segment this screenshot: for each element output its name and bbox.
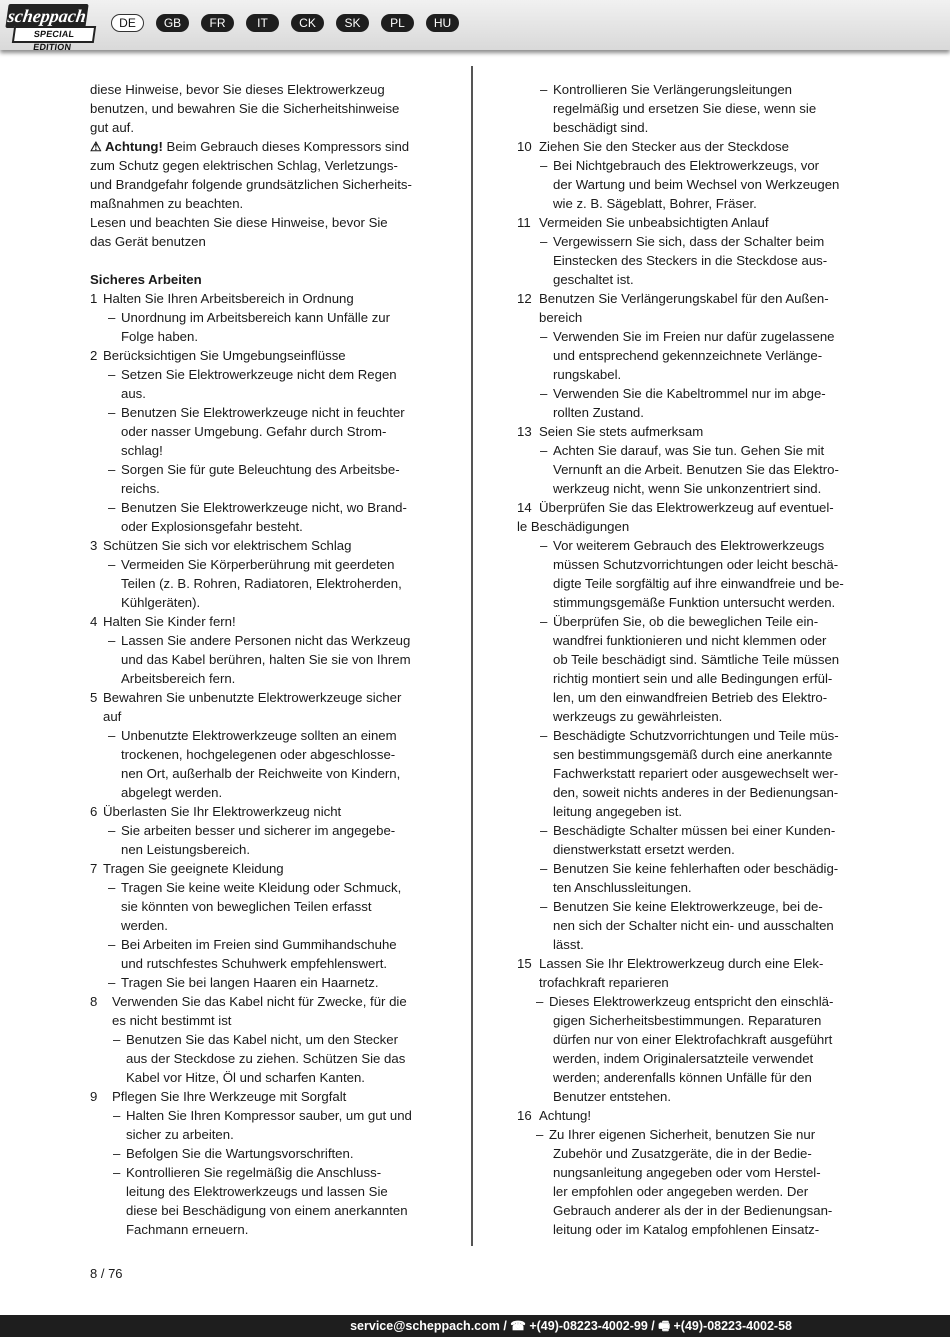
- dash-bullet-icon: –: [108, 462, 116, 477]
- list-item-continuation: trofachkraft reparieren: [539, 975, 669, 990]
- item-number: 16: [517, 1108, 532, 1123]
- list-item-number: 3 Schützen Sie sich vor elektrischem Schlag: [90, 538, 352, 553]
- language-tab-it[interactable]: IT: [246, 14, 279, 32]
- bullet-continuation: Einstecken des Steckers in die Steckdose aus-: [553, 253, 828, 268]
- list-item-continuation: auf: [103, 709, 122, 724]
- contact-info: service@scheppach.com / ☎ +(49)-08223-4002-99 / 🖷 +(49)-08223-4002-58: [350, 1319, 792, 1333]
- dash-bullet-icon: –: [540, 386, 548, 401]
- bullet-item: – Vermeiden Sie Körperberührung mit geerdeten: [108, 557, 395, 572]
- language-selector: [111, 14, 459, 32]
- bullet-item: – Vor weiterem Gebrauch des Elektrowerkzeugs: [540, 538, 825, 553]
- text-line: diese Hinweise, bevor Sie dieses Elektrowerkzeug: [90, 82, 385, 97]
- dash-bullet-icon: –: [540, 234, 548, 249]
- item-number: 3: [90, 538, 98, 553]
- dash-bullet-icon: –: [536, 1127, 544, 1142]
- bullet-item: – Zu Ihrer eigenen Sicherheit, benutzen Sie nur: [536, 1127, 816, 1142]
- item-number: 8: [90, 994, 98, 1009]
- list-item-number: 9 Pflegen Sie Ihre Werkzeuge mit Sorgfalt: [90, 1089, 347, 1104]
- bullet-continuation: Folge haben.: [121, 329, 198, 344]
- dash-bullet-icon: –: [540, 899, 548, 914]
- scheppach-logo: [3, 3, 93, 52]
- bullet-item: – Kontrollieren Sie Verlängerungsleitungen: [540, 82, 793, 97]
- bullet-continuation: Kabel vor Hitze, Öl und scharfen Kanten.: [126, 1070, 365, 1085]
- text-line: das Gerät benutzen: [90, 234, 206, 249]
- item-number: 9: [90, 1089, 98, 1104]
- bullet-continuation: sicher zu arbeiten.: [126, 1127, 234, 1142]
- bullet-item: – Vergewissern Sie sich, dass der Schalter beim: [540, 234, 825, 249]
- bullet-item: – Benutzen Sie keine Elektrowerkzeuge, bei de-: [540, 899, 823, 914]
- item-number: 11: [517, 215, 531, 230]
- bullet-item: – Sie arbeiten besser und sicherer im angegebe-: [108, 823, 396, 838]
- item-number: 2: [90, 348, 98, 363]
- bullet-continuation: digte Teile sorgfältig auf ihre einwandfreie und be-: [553, 576, 844, 591]
- list-item-number: 6 Überlasten Sie Ihr Elektrowerkzeug nicht: [90, 804, 342, 819]
- bullet-continuation: dürfen nur von einer Elektrofachkraft ausgeführt: [553, 1032, 833, 1047]
- bullet-item: – Benutzen Sie keine fehlerhaften oder beschädig-: [540, 861, 839, 876]
- bullet-continuation: nungsanleitung angegeben oder vom Herstel-: [553, 1165, 821, 1180]
- bullet-item: – Tragen Sie keine weite Kleidung oder Schmuck,: [108, 880, 402, 895]
- list-item-number: 12 Benutzen Sie Verlängerungskabel für den Außen-: [517, 291, 829, 306]
- bullet-continuation: ler empfohlen oder angegeben werden. Der: [553, 1184, 809, 1199]
- bullet-continuation: gigen Sicherheitsbestimmungen. Reparaturen: [553, 1013, 822, 1028]
- bullet-continuation: beschädigt sind.: [553, 120, 649, 135]
- list-item-number: 4 Halten Sie Kinder fern!: [90, 614, 236, 629]
- dash-bullet-icon: –: [113, 1032, 121, 1047]
- list-item-number: 7 Tragen Sie geeignete Kleidung: [90, 861, 284, 876]
- bullet-continuation: werkzeug nicht, wenn Sie unkonzentriert sind.: [553, 481, 822, 496]
- dash-bullet-icon: –: [536, 994, 544, 1009]
- bullet-continuation: und das Kabel berühren, halten Sie sie von Ihrem: [121, 652, 411, 667]
- language-tab-hu[interactable]: HU: [426, 14, 459, 32]
- bullet-continuation: ob Teile beschädigt sind. Sämtliche Teile müssen: [553, 652, 840, 667]
- bullet-continuation: reichs.: [121, 481, 160, 496]
- page-number: 8 / 76: [90, 1266, 123, 1281]
- bullet-item: – Bei Nichtgebrauch des Elektrowerkzeugs, vor: [540, 158, 820, 173]
- bullet-continuation: Fachwerkstatt repariert oder ausgewechselt wer-: [553, 766, 839, 781]
- bullet-item: – Achten Sie darauf, was Sie tun. Gehen Sie mit: [540, 443, 825, 458]
- dash-bullet-icon: –: [540, 158, 548, 173]
- list-item-number: 8 Verwenden Sie das Kabel nicht für Zwecke, für die: [90, 994, 407, 1009]
- bullet-continuation: ten Anschlussleitungen.: [553, 880, 692, 895]
- list-item-number: 11 Vermeiden Sie unbeabsichtigten Anlauf: [517, 215, 769, 230]
- bullet-continuation: wandfrei funktionieren und nicht klemmen oder: [553, 633, 827, 648]
- bullet-continuation: Benutzer entstehen.: [553, 1089, 672, 1104]
- dash-bullet-icon: –: [113, 1165, 121, 1180]
- bullet-continuation: sen bestimmungsgemäß durch eine anerkannte: [553, 747, 833, 762]
- bullet-continuation: werden, indem Originalersatzteile verwendet: [553, 1051, 814, 1066]
- dash-bullet-icon: –: [540, 443, 548, 458]
- bullet-continuation: schlag!: [121, 443, 163, 458]
- item-number: 14: [517, 500, 532, 515]
- text-line: maßnahmen zu beachten.: [90, 196, 244, 211]
- bullet-continuation: werden.: [121, 918, 168, 933]
- blank-line: [90, 251, 430, 270]
- item-number: 12: [517, 291, 532, 306]
- bullet-item: – Bei Arbeiten im Freien sind Gummihandschuhe: [108, 937, 397, 952]
- bullet-continuation: oder nasser Umgebung. Gefahr durch Strom-: [121, 424, 387, 439]
- bullet-continuation: Kühlgeräten).: [121, 595, 201, 610]
- dash-bullet-icon: –: [113, 1146, 121, 1161]
- list-item-number: 1 Halten Sie Ihren Arbeitsbereich in Ordnung: [90, 291, 354, 306]
- bullet-item: – Überprüfen Sie, ob die beweglichen Teile ein-: [540, 614, 819, 629]
- text-line: gut auf.: [90, 120, 134, 135]
- warning-label: ⚠ Achtung!: [90, 139, 163, 154]
- right-column: [517, 80, 862, 1239]
- item-number: 4: [90, 614, 98, 629]
- bullet-continuation: Vernunft an die Arbeit. Benutzen Sie das Elektro-: [553, 462, 839, 477]
- bullet-continuation: len, um den einwandfreien Betrieb des Elektro-: [553, 690, 828, 705]
- list-item-number: 5 Bewahren Sie unbenutzte Elektrowerkzeuge sicher: [90, 690, 402, 705]
- text-line: Lesen und beachten Sie diese Hinweise, bevor Sie: [90, 215, 388, 230]
- list-item-continuation: bereich: [539, 310, 583, 325]
- list-item-number: 2 Berücksichtigen Sie Umgebungseinflüsse: [90, 348, 346, 363]
- bullet-continuation: Fachmann erneuern.: [126, 1222, 249, 1237]
- bullet-continuation: Gebrauch anderer als der in der Bedienungsan-: [553, 1203, 833, 1218]
- list-item-number: 13 Seien Sie stets aufmerksam: [517, 424, 704, 439]
- dash-bullet-icon: –: [540, 538, 548, 553]
- dash-bullet-icon: –: [108, 367, 116, 382]
- dash-bullet-icon: –: [108, 405, 116, 420]
- bullet-continuation: aus der Steckdose zu ziehen. Schützen Sie das: [126, 1051, 406, 1066]
- list-item-number: 15 Lassen Sie Ihr Elektrowerkzeug durch eine Elek-: [517, 956, 824, 971]
- logo-edition: SPECIAL EDITION: [12, 26, 96, 43]
- dash-bullet-icon: –: [108, 633, 116, 648]
- bullet-continuation: und entsprechend gekennzeichnete Verlänge-: [553, 348, 823, 363]
- bullet-continuation: Teilen (z. B. Rohren, Radiatoren, Elektroherden,: [121, 576, 402, 591]
- bullet-item: – Befolgen Sie die Wartungsvorschriften.: [113, 1146, 354, 1161]
- bullet-item: – Sorgen Sie für gute Beleuchtung des Arbeitsbe-: [108, 462, 400, 477]
- logo-brand: scheppach: [6, 6, 88, 26]
- dash-bullet-icon: –: [540, 82, 548, 97]
- language-tab-gb[interactable]: GB: [156, 14, 189, 32]
- bullet-item: – Setzen Sie Elektrowerkzeuge nicht dem Regen: [108, 367, 397, 382]
- bullet-continuation: müssen Schutzvorrichtungen oder leicht beschä-: [553, 557, 839, 572]
- bullet-item: – Benutzen Sie Elektrowerkzeuge nicht in feuchter: [108, 405, 405, 420]
- bullet-item: – Lassen Sie andere Personen nicht das Werkzeug: [108, 633, 411, 648]
- bullet-continuation: wie z. B. Sägeblatt, Bohrer, Fräser.: [553, 196, 757, 211]
- bullet-continuation: der Wartung und beim Wechsel von Werkzeugen: [553, 177, 840, 192]
- bullet-continuation: sie könnten von beweglichen Teilen erfasst: [121, 899, 372, 914]
- dash-bullet-icon: –: [540, 823, 548, 838]
- bullet-item: – Dieses Elektrowerkzeug entspricht den einschlä-: [536, 994, 834, 1009]
- bullet-continuation: dienstwerkstatt ersetzt werden.: [553, 842, 735, 857]
- dash-bullet-icon: –: [108, 310, 116, 325]
- bullet-continuation: oder Explosionsgefahr besteht.: [121, 519, 303, 534]
- dash-bullet-icon: –: [108, 557, 116, 572]
- bullet-item: – Beschädigte Schutzvorrichtungen und Teile müs-: [540, 728, 839, 743]
- bullet-continuation: leitung angegeben ist.: [553, 804, 683, 819]
- item-number: 7: [90, 861, 98, 876]
- bullet-continuation: den, soweit nichts anderes in der Bedienungsan-: [553, 785, 839, 800]
- dash-bullet-icon: –: [108, 880, 116, 895]
- text-line: benutzen, und bewahren Sie die Sicherheitshinweise: [90, 101, 400, 116]
- item-number: 5: [90, 690, 98, 705]
- bullet-continuation: leitung oder im Katalog empfohlenen Einsatz-: [553, 1222, 820, 1237]
- dash-bullet-icon: –: [540, 329, 548, 344]
- bullet-continuation: diese bei Beschädigung von einem anerkannten: [126, 1203, 408, 1218]
- bullet-continuation: nen sich der Schalter nicht ein- und ausschalten: [553, 918, 834, 933]
- bullet-item: – Tragen Sie bei langen Haaren ein Haarnetz.: [108, 975, 379, 990]
- page-footer: [0, 1315, 950, 1337]
- bullet-continuation: richtig montiert sein und alle Bedingungen erfül-: [553, 671, 833, 686]
- bullet-continuation: trockenen, hochgelegenen oder abgeschlosse-: [121, 747, 396, 762]
- bullet-continuation: Zubehör und Zusatzgeräte, die in der Bedie-: [553, 1146, 812, 1161]
- bullet-continuation: werkzeugs zu gewährleisten.: [553, 709, 723, 724]
- bullet-continuation: rungskabel.: [553, 367, 622, 382]
- bullet-item: – Benutzen Sie Elektrowerkzeuge nicht, wo Brand-: [108, 500, 407, 515]
- item-number: 10: [517, 139, 532, 154]
- bullet-item: – Benutzen Sie das Kabel nicht, um den Stecker: [113, 1032, 398, 1047]
- dash-bullet-icon: –: [108, 937, 116, 952]
- dash-bullet-icon: –: [108, 823, 116, 838]
- bullet-continuation: stimmungsgemäße Funktion untersucht werden.: [553, 595, 836, 610]
- language-tab-pl[interactable]: PL: [381, 14, 414, 32]
- language-tab-sk[interactable]: SK: [336, 14, 369, 32]
- bullet-continuation: rollten Zustand.: [553, 405, 644, 420]
- page-header: [0, 0, 950, 50]
- bullet-continuation: regelmäßig und ersetzen Sie diese, wenn sie: [553, 101, 817, 116]
- bullet-continuation: und rutschfestes Schuhwerk empfehlenswert.: [121, 956, 388, 971]
- item-number: 6: [90, 804, 98, 819]
- item-number: 13: [517, 424, 532, 439]
- item-number: 15: [517, 956, 532, 971]
- bullet-continuation: lässt.: [553, 937, 584, 952]
- bullet-continuation: leitung des Elektrowerkzeugs und lassen Sie: [126, 1184, 388, 1199]
- bullet-item: – Unordnung im Arbeitsbereich kann Unfälle zur: [108, 310, 391, 325]
- list-item-continuation: es nicht bestimmt ist: [112, 1013, 232, 1028]
- bullet-continuation: Arbeitsbereich fern.: [121, 671, 236, 686]
- language-tab-fr[interactable]: FR: [201, 14, 234, 32]
- list-item-continuation: le Beschädigungen: [517, 519, 630, 534]
- bullet-continuation: werden; anderenfalls können Unfälle für den: [553, 1070, 812, 1085]
- bullet-continuation: geschaltet ist.: [553, 272, 634, 287]
- list-item-number: 14 Überprüfen Sie das Elektrowerkzeug auf eventuel-: [517, 500, 834, 515]
- section-heading: Sicheres Arbeiten: [90, 272, 202, 287]
- column-divider: [471, 66, 473, 1246]
- dash-bullet-icon: –: [108, 975, 116, 990]
- bullet-item: – Beschädigte Schalter müssen bei einer Kunden-: [540, 823, 836, 838]
- dash-bullet-icon: –: [108, 728, 116, 743]
- language-tab-ck[interactable]: CK: [291, 14, 324, 32]
- bullet-item: – Halten Sie Ihren Kompressor sauber, um gut und: [113, 1108, 412, 1123]
- bullet-continuation: abgelegt werden.: [121, 785, 223, 800]
- left-column: [90, 80, 430, 1239]
- dash-bullet-icon: –: [540, 614, 548, 629]
- bullet-continuation: nen Leistungsbereich.: [121, 842, 251, 857]
- bullet-item: – Unbenutzte Elektrowerkzeuge sollten an einem: [108, 728, 397, 743]
- bullet-continuation: nen Ort, außerhalb der Reichweite von Kindern,: [121, 766, 401, 781]
- bullet-item: – Verwenden Sie die Kabeltrommel nur im abge-: [540, 386, 826, 401]
- bullet-item: – Kontrollieren Sie regelmäßig die Anschluss-: [113, 1165, 382, 1180]
- item-number: 1: [90, 291, 98, 306]
- dash-bullet-icon: –: [540, 728, 548, 743]
- dash-bullet-icon: –: [113, 1108, 121, 1123]
- dash-bullet-icon: –: [540, 861, 548, 876]
- language-tab-de[interactable]: DE: [111, 14, 144, 32]
- dash-bullet-icon: –: [108, 500, 116, 515]
- bullet-continuation: aus.: [121, 386, 146, 401]
- text-line: und Brandgefahr folgende grundsätzlichen Sicherheits-: [90, 177, 412, 192]
- text-line: zum Schutz gegen elektrischen Schlag, Verletzungs-: [90, 158, 398, 173]
- warning-line: ⚠ Achtung! Beim Gebrauch dieses Kompressors sind: [90, 139, 410, 154]
- list-item-number: 10 Ziehen Sie den Stecker aus der Steckdose: [517, 139, 789, 154]
- list-item-number: 16 Achtung!: [517, 1108, 592, 1123]
- bullet-item: – Verwenden Sie im Freien nur dafür zugelassene: [540, 329, 835, 344]
